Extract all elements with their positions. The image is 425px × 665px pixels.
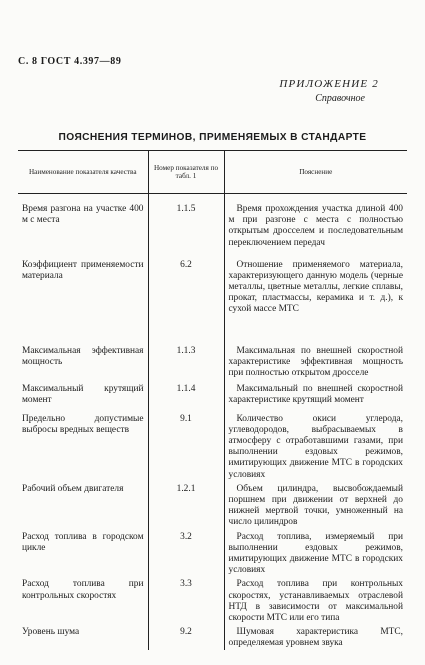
term-name: Расход топлива при контрольных скоростях [22, 579, 144, 601]
term-name: Предельно допустимые выбросы вредных веществ [22, 413, 144, 435]
term-explanation: Отношение применяемого материала, характеризующего данную модель (черные металлы, цветные металлы, легкие сплавы, прокат, пластмассы, керамика и т. д.), к сухой массе МТС [224, 257, 407, 343]
table-row [18, 576, 407, 624]
term-number: 3.2 [148, 529, 224, 577]
term-number: 1.1.3 [148, 343, 224, 381]
term-explanation: Расход топлива, измеряемый при выполнении ездовых режимов, имитирующих движение МТС в городских условиях [224, 529, 407, 577]
term-explanation: Количество окиси углерода, углеводородов, выбрасываемых в атмосферу с отработавшими газами, при выполнении ездовых режимов, имитирующих движение МТС в городских условиях [224, 411, 407, 481]
table-row [18, 343, 407, 381]
term-number: 1.1.5 [148, 194, 224, 257]
appendix-label: ПРИЛОЖЕНИЕ 2 [279, 78, 379, 90]
table-row [18, 257, 407, 343]
term-name: Коэффициент применяемости материала [22, 259, 144, 281]
table-row [18, 411, 407, 481]
term-explanation: Максимальный по внешней скоростной характеристике крутящий момент [224, 381, 407, 411]
table-row [18, 194, 407, 257]
section-title: ПОЯСНЕНИЯ ТЕРМИНОВ, ПРИМЕНЯЕМЫХ В СТАНДАРТЕ [58, 132, 367, 143]
appendix-type: Справочное [315, 93, 365, 104]
term-name: Максимальная эффективная мощность [22, 345, 144, 367]
page-header: С. 8 ГОСТ 4.397—89 [18, 56, 122, 67]
term-explanation: Время прохождения участка длиной 400 м при разгоне с места с полностью открытым дросселем и последовательным переключением передач [224, 194, 407, 257]
term-name: Рабочий объем двигателя [22, 483, 124, 494]
term-name: Время разгона на участке 400 м с места [22, 204, 144, 226]
term-number: 1.1.4 [148, 381, 224, 411]
term-name: Расход топлива в городском цикле [22, 531, 144, 553]
column-header-number: Номер показателя по табл. 1 [148, 151, 224, 194]
column-header-name: Наименование показателя качества [18, 151, 148, 194]
term-name: Максимальный крутящий момент [22, 383, 144, 405]
table-header-row [18, 151, 407, 194]
term-number: 3.3 [148, 576, 224, 624]
term-explanation: Расход топлива при контрольных скоростях, устанавливаемых отраслевой НТД в зависимости от максимальной скорости МТС или его типа [224, 576, 407, 624]
term-explanation: Объем цилиндра, высвобождаемый поршнем при движении от верхней до нижней мертвой точки, умноженный на число цилиндров [224, 481, 407, 529]
term-number: 1.2.1 [148, 481, 224, 529]
appendix-block [279, 78, 379, 104]
term-number: 6.2 [148, 257, 224, 343]
term-explanation: Максимальная по внешней скоростной характеристике эффективная мощность при полностью открытом дросселе [224, 343, 407, 381]
term-name: Уровень шума [22, 627, 80, 638]
table-row [18, 481, 407, 529]
table-row [18, 381, 407, 411]
term-number: 9.1 [148, 411, 224, 481]
column-header-explanation: Пояснение [224, 151, 407, 194]
term-number: 9.2 [148, 624, 224, 649]
terms-table [18, 150, 407, 650]
table-row [18, 529, 407, 577]
table-row [18, 624, 407, 649]
term-explanation: Шумовая характеристика МТС, определяемая уровнем звука [224, 624, 407, 649]
